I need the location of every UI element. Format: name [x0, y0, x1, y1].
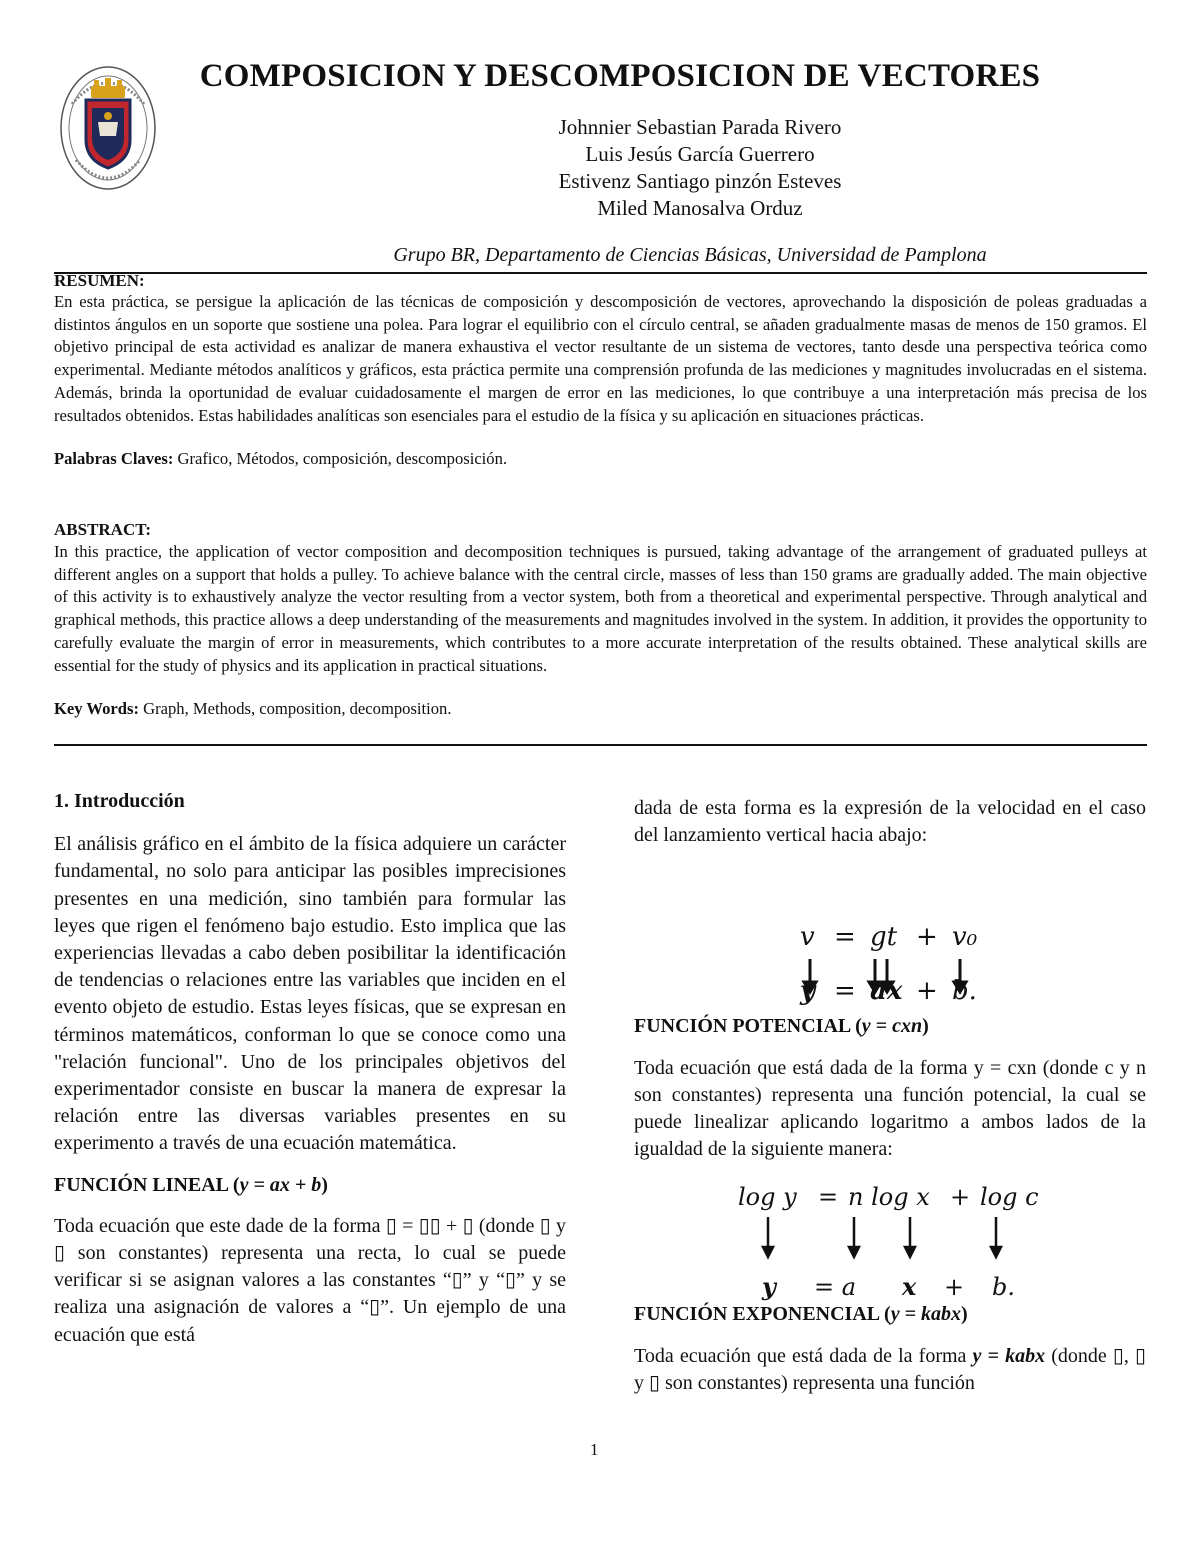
abstract-keywords — [54, 699, 1147, 719]
down-arrows — [763, 1217, 1001, 1257]
heading-close: ) — [321, 1173, 328, 1196]
keywords-value: Graph, Methods, composition, decomposition. — [138, 699, 452, 719]
eq-term: y — [762, 1272, 776, 1302]
heading-close: ) — [960, 1303, 968, 1326]
heading-text: FUNCIÓN EXPONENCIAL ( — [634, 1303, 891, 1326]
exponential-function-heading — [634, 1301, 1146, 1328]
author-name: Luis Jesús García Guerrero — [585, 142, 815, 166]
exponential-formula: y = kabx — [890, 1303, 961, 1326]
abstract-heading: ABSTRACT: — [54, 520, 151, 539]
author-name: Estivenz Santiago pinzón Esteves — [558, 169, 842, 193]
paragraph-text: (donde ▯, ▯ y ▯ son constantes) representa una función — [634, 1344, 1146, 1394]
eq-term: + — [944, 1273, 965, 1302]
affiliation: Grupo BR, Departamento de Ciencias Básicas, Universidad de Pamplona — [393, 244, 987, 266]
linear-form-equation — [634, 969, 1146, 1009]
author-list — [450, 114, 950, 222]
eq-term: x — [902, 1272, 917, 1302]
linear-function-heading — [54, 1172, 566, 1199]
introduction-paragraph: El análisis gráfico en el ámbito de la física adquiere un carácter fundamental, no solo para anticipar las posibles imprecisiones presentes en una medición, sino también para formular las leyes que rigen el fenómeno bajo estudio. Esto implica que las experiencias llevadas a cabo deben posibilitar la identificación de tendencias o relaciones entre las variables que inciden en el evento objeto de estudio. Estas leyes físicas, que se expresan en términos matemáticos, conforman lo que se conoce como una "relación funcional". Uno de los principales objetivos del experimentador consiste en buscar la manera de expresar la relación entre las diversas variables presentes en su experimento a través de una ecuación matemática. — [54, 833, 566, 1155]
eq-term: v₀ — [952, 922, 978, 953]
logarithm-linearization-equation — [634, 1175, 1146, 1303]
keywords-label: Palabras Claves: — [54, 449, 174, 469]
eq-term: n log x — [848, 1183, 930, 1212]
linear-function-paragraph: Toda ecuación que este dade de la forma ▯ = ▯▯ + ▯ (donde ▯ y ▯ son constantes) representa una recta, lo cual se puede verificar si se asignan valores a las constantes “▯” y “▯” y se realiza una asignación de valores a “▯”. Un ejemplo de una ecuación que está — [54, 1214, 566, 1346]
eq-term: + — [916, 976, 938, 1007]
eq-term: gt — [870, 922, 898, 953]
abstract-section — [54, 519, 1147, 719]
potential-function-heading — [634, 1013, 1146, 1040]
heading-text: FUNCIÓN LINEAL ( — [54, 1173, 240, 1196]
resumen-heading: RESUMEN: — [54, 271, 145, 290]
exponential-function-paragraph — [634, 1343, 1146, 1397]
abstract-text: In this practice, the application of vector composition and decomposition techniques is pursued, taking advantage of the arrangement of graduated pulleys at different angles on a support that holds a pulley. To achieve balance with the central circle, masses of less than 150 grams are gradually added. The main objective of this activity is to exhaustively analyze the vector resulting from a vector system, both from a theoretical and experimental perspective. Through analytical and graphical methods, this practice allows a deep understanding of the measurements and magnitudes involved in the system. In addition, it provides the opportunity to carefully evaluate the margin of error in measurements, which contributes to a more accurate interpretation of the results obtained. These analytical skills are essential for the study of physics and its application in practical situations. — [54, 542, 1147, 675]
paper-title: COMPOSICION Y DESCOMPOSICION DE VECTORES — [199, 58, 1041, 94]
paragraph-text: Toda ecuación que está dada de la forma — [634, 1344, 973, 1367]
eq-term: = — [834, 976, 856, 1007]
eq-term: ax — [870, 976, 903, 1007]
eq-term: log y — [738, 1183, 797, 1212]
eq-term: v — [800, 922, 815, 953]
eq-term: + — [916, 922, 938, 953]
exponential-inline-formula: y = kabx — [972, 1344, 1046, 1367]
keywords-value: Grafico, Métodos, composición, descomposición. — [173, 449, 508, 469]
potential-function-paragraph: Toda ecuación que está dada de la forma y = cxn (donde c y n son constantes) representa una función potencial, la cual se puede linealizar aplicando logaritmo a ambos lados de la igualdad de la siguiente manera: — [634, 1056, 1146, 1161]
author-name: Miled Manosalva Orduz — [597, 196, 803, 220]
left-column — [54, 788, 566, 1349]
eq-term: = — [834, 922, 856, 953]
section-title-introduction: 1. Introducción — [54, 790, 185, 812]
author-name: Johnnier Sebastian Parada Rivero — [558, 115, 842, 139]
eq-term: + — [950, 1183, 971, 1212]
eq-term: b. — [992, 1273, 1015, 1302]
resumen-text: En esta práctica, se persigue la aplicación de las técnicas de composición y descomposición de vectores, aprovechando la disposición de poleas graduadas a distintos ángulos en un soporte que sostiene una polea. Para lograr el equilibrio con el círculo central, se añaden gradualmente masas de menos de 150 gramos. El objetivo principal de esta actividad es analizar de manera exhaustiva el vector resultante de un sistema de vectores, tanto desde una perspectiva teórica como experimental. Mediante métodos analíticos y gráficos, esta práctica permite una comprensión profunda de las mediciones y magnitudes involucradas en el sistema. Además, brinda la oportunidad de evaluar cuidadosamente el margen de error en las mediciones, lo que contribuye a una interpretación más precisa de los resultados obtenidos. Estas habilidades analíticas son esenciales para el estudio de la física y su aplicación en situaciones prácticas. — [54, 292, 1147, 425]
keywords-label: Key Words: — [54, 699, 139, 719]
eq-term: = a — [814, 1273, 857, 1302]
resumen-keywords — [54, 449, 1147, 469]
potential-formula: y = cxn — [861, 1015, 923, 1038]
heading-close: ) — [922, 1015, 929, 1038]
eq-term: b. — [952, 976, 977, 1007]
continuation-paragraph: dada de esta forma es la expresión de la velocidad en el caso del lanzamiento vertical hacia abajo: — [634, 797, 1146, 847]
eq-term: = — [818, 1183, 839, 1212]
linear-formula: y = ax + b — [239, 1173, 322, 1196]
heading-text: FUNCIÓN POTENCIAL ( — [634, 1015, 862, 1038]
university-logo — [58, 64, 158, 192]
eq-term: log c — [980, 1183, 1039, 1212]
resumen-section — [54, 271, 1147, 469]
right-column — [634, 795, 1146, 1397]
page-number: 1 — [590, 1440, 599, 1459]
eq-term: y — [800, 976, 816, 1007]
bottom-rule — [54, 744, 1147, 746]
